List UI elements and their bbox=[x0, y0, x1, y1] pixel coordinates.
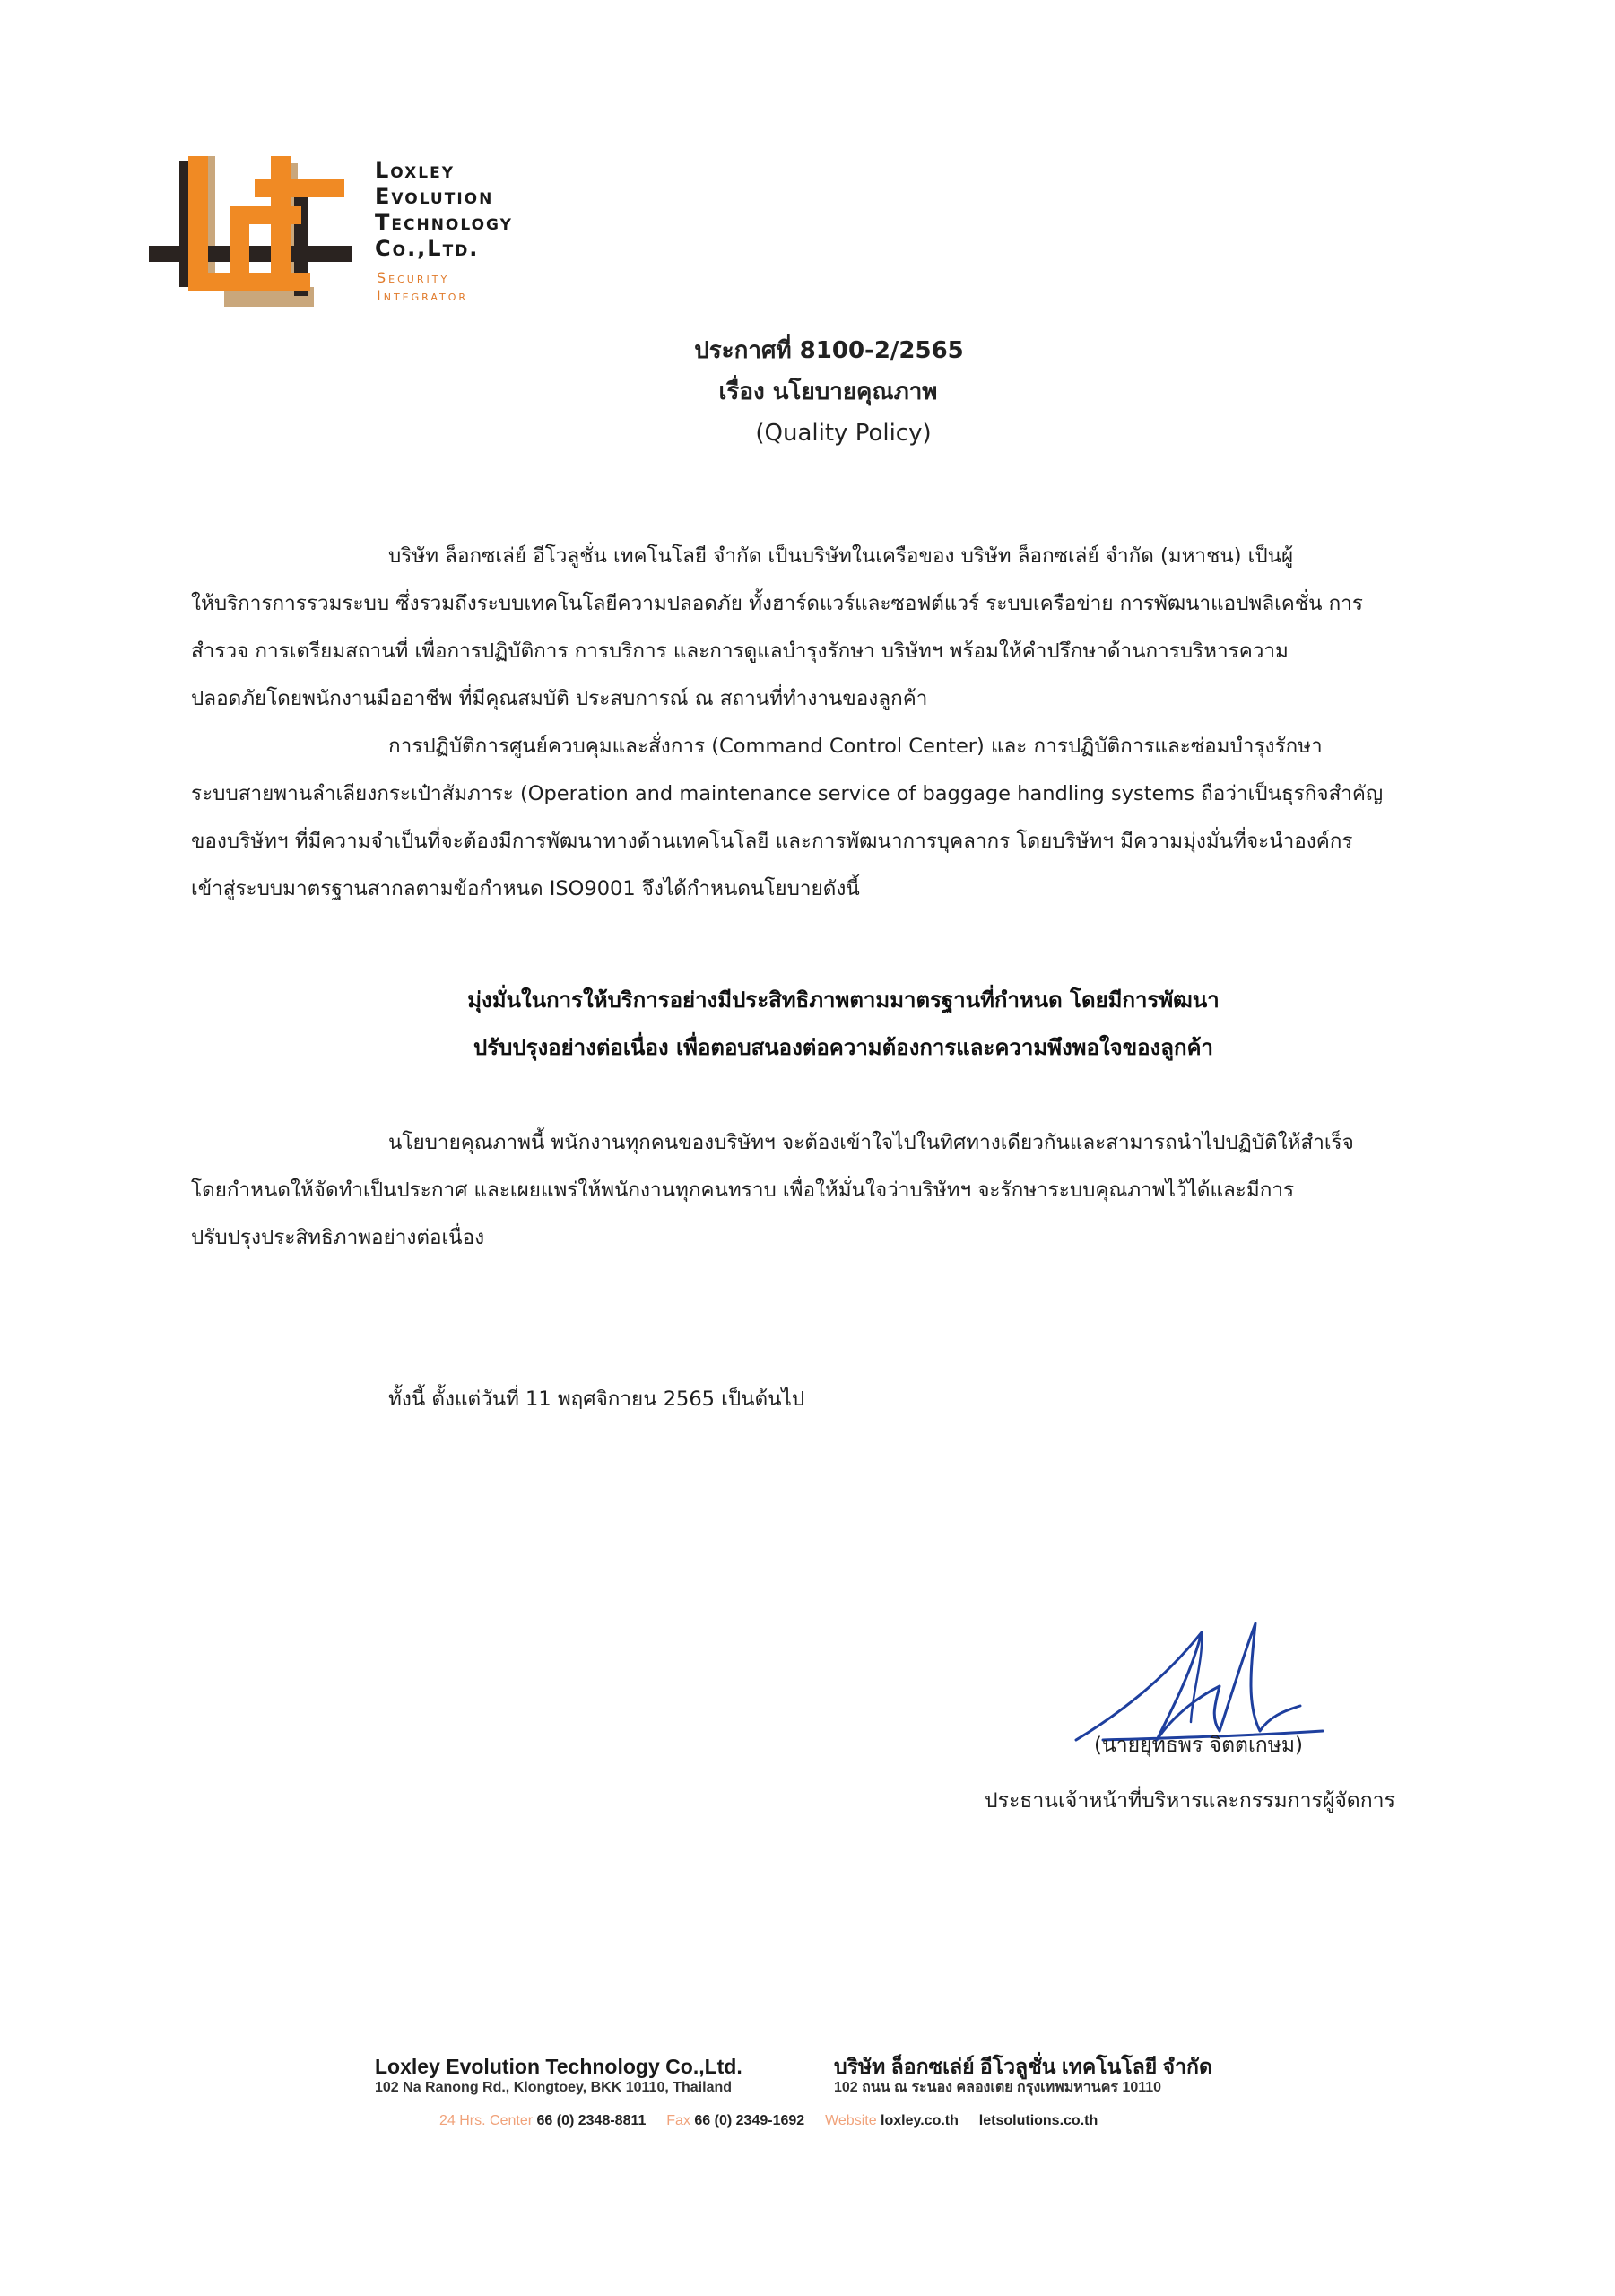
wordmark-line: Loxley bbox=[375, 158, 456, 183]
footer-contact-line bbox=[439, 2111, 1098, 2131]
tagline-line: Security bbox=[377, 269, 450, 286]
paragraph-operations bbox=[191, 723, 1505, 913]
paragraph-line: นโยบายคุณภาพนี้ พนักงานทุกคนของบริษัทฯ จะต้องเข้าใจไปในทิศทางเดียวกันและสามารถนำไปปฏิบัติให้สำเร็จ bbox=[388, 1131, 1354, 1154]
wordmark-line: Co.,Ltd. bbox=[375, 236, 480, 261]
center-label: 24 Hrs. Center bbox=[439, 2113, 534, 2128]
website-link-2[interactable]: letsolutions.co.th bbox=[978, 2113, 1098, 2128]
announcement-subject-en: (Quality Policy) bbox=[755, 420, 932, 447]
paragraph-line: ให้บริการการรวมระบบ ซึ่งรวมถึงระบบเทคโนโลยีความปลอดภัย ทั้งฮาร์ดแวร์และซอฟต์แวร์ ระบบเครือข่าย การพัฒนาแอปพลิเคชั่น การ bbox=[191, 592, 1363, 615]
quality-policy-statement bbox=[0, 977, 1615, 1072]
policy-line: ปรับปรุงอย่างต่อเนื่อง เพื่อตอบสนองต่อความต้องการและความพึงพอใจของลูกค้า bbox=[473, 1035, 1214, 1060]
fax-number: 66 (0) 2349-1692 bbox=[694, 2113, 805, 2128]
effective-date-text: ทั้งนี้ ตั้งแต่วันที่ 11 พฤศจิกายน 2565 เป็นต้นไป bbox=[388, 1387, 805, 1411]
footer-english bbox=[375, 2054, 742, 2097]
signatory-name: (นายยุทธพร จิตตเกษม) bbox=[1094, 1734, 1304, 1757]
wordmark-line: Evolution bbox=[375, 184, 494, 209]
wordmark-line: Technology bbox=[375, 210, 513, 235]
tagline-line: Integrator bbox=[377, 287, 469, 304]
paragraph-line: สำรวจ การเตรียมสถานที่ เพื่อการปฏิบัติการ การบริการ และการดูแลบำรุงรักษา บริษัทฯ พร้อมให้คำปรึกษาด้านการบริหารความ bbox=[191, 639, 1289, 663]
paragraph-line: เข้าสู่ระบบมาตรฐานสากลตามข้อกำหนด ISO9001 จึงได้กำหนดนโยบายดังนี้ bbox=[191, 877, 860, 900]
paragraph-line: ระบบสายพานลำเลียงกระเป๋าสัมภาระ (Operation and maintenance service of baggage handling systems ถือว่าเป็นธุรกิจสำคัญ bbox=[191, 782, 1384, 805]
announcement-number: ประกาศที่ 8100-2/2565 bbox=[694, 337, 964, 364]
announcement-heading bbox=[0, 330, 1615, 454]
paragraph-line: บริษัท ล็อกซเล่ย์ อีโวลูชั่น เทคโนโลยี จำกัด เป็นบริษัทในเครือของ บริษัท ล็อกซเล่ย์ จำกัด (มหาชน) เป็นผู้ bbox=[388, 544, 1294, 568]
paragraph-company-intro bbox=[191, 533, 1505, 723]
fax-label: Fax bbox=[666, 2113, 690, 2128]
paragraph-implementation bbox=[191, 1119, 1505, 1262]
signatory-title: ประธานเจ้าหน้าที่บริหารและกรรมการผู้จัดการ bbox=[985, 1789, 1395, 1813]
announcement-subject: เรื่อง นโยบายคุณภาพ bbox=[718, 378, 938, 405]
footer-thai bbox=[834, 2054, 1212, 2097]
footer-address-th: 102 ถนน ณ ระนอง คลองเตย กรุงเทพมหานคร 10110 bbox=[834, 2080, 1162, 2095]
effective-date bbox=[191, 1376, 1505, 1423]
paragraph-line: ปรับปรุงประสิทธิภาพอย่างต่อเนื่อง bbox=[191, 1226, 485, 1249]
footer-company-th: บริษัท ล็อกซเล่ย์ อีโวลูชั่น เทคโนโลยี จำกัด bbox=[834, 2055, 1212, 2078]
policy-line: มุ่งมั่นในการให้บริการอย่างมีประสิทธิภาพตามมาตรฐานที่กำหนด โดยมีการพัฒนา bbox=[467, 987, 1220, 1013]
paragraph-line: การปฏิบัติการศูนย์ควบคุมและสั่งการ (Command Control Center) และ การปฏิบัติการและซ่อมบำรุงรักษา bbox=[388, 735, 1323, 758]
paragraph-line: โดยกำหนดให้จัดทำเป็นประกาศ และเผยแพร่ให้พนักงานทุกคนทราบ เพื่อให้มั่นใจว่าบริษัทฯ จะรักษาระบบคุณภาพไว้ได้และมีการ bbox=[191, 1178, 1295, 1202]
paragraph-line: ของบริษัทฯ ที่มีความจำเป็นที่จะต้องมีการพัฒนาทางด้านเทคโนโลยี และการพัฒนาการบุคลากร โดยบริษัทฯ มีความมุ่งมั่นที่จะนำองค์กร bbox=[191, 830, 1353, 853]
company-logo-icon bbox=[143, 152, 359, 314]
paragraph-line: ปลอดภัยโดยพนักงานมืออาชีพ ที่มีคุณสมบัติ ประสบการณ์ ณ สถานที่ทำงานของลูกค้า bbox=[191, 687, 928, 710]
company-tagline bbox=[377, 269, 468, 305]
footer-address-en: 102 Na Ranong Rd., Klongtoey, BKK 10110, Thailand bbox=[375, 2080, 733, 2095]
website-link-1[interactable]: loxley.co.th bbox=[881, 2113, 959, 2128]
website-label: Website bbox=[825, 2113, 877, 2128]
footer-company-en: Loxley Evolution Technology Co.,Ltd. bbox=[375, 2055, 742, 2078]
center-phone: 66 (0) 2348-8811 bbox=[536, 2113, 647, 2128]
company-wordmark bbox=[375, 158, 513, 262]
